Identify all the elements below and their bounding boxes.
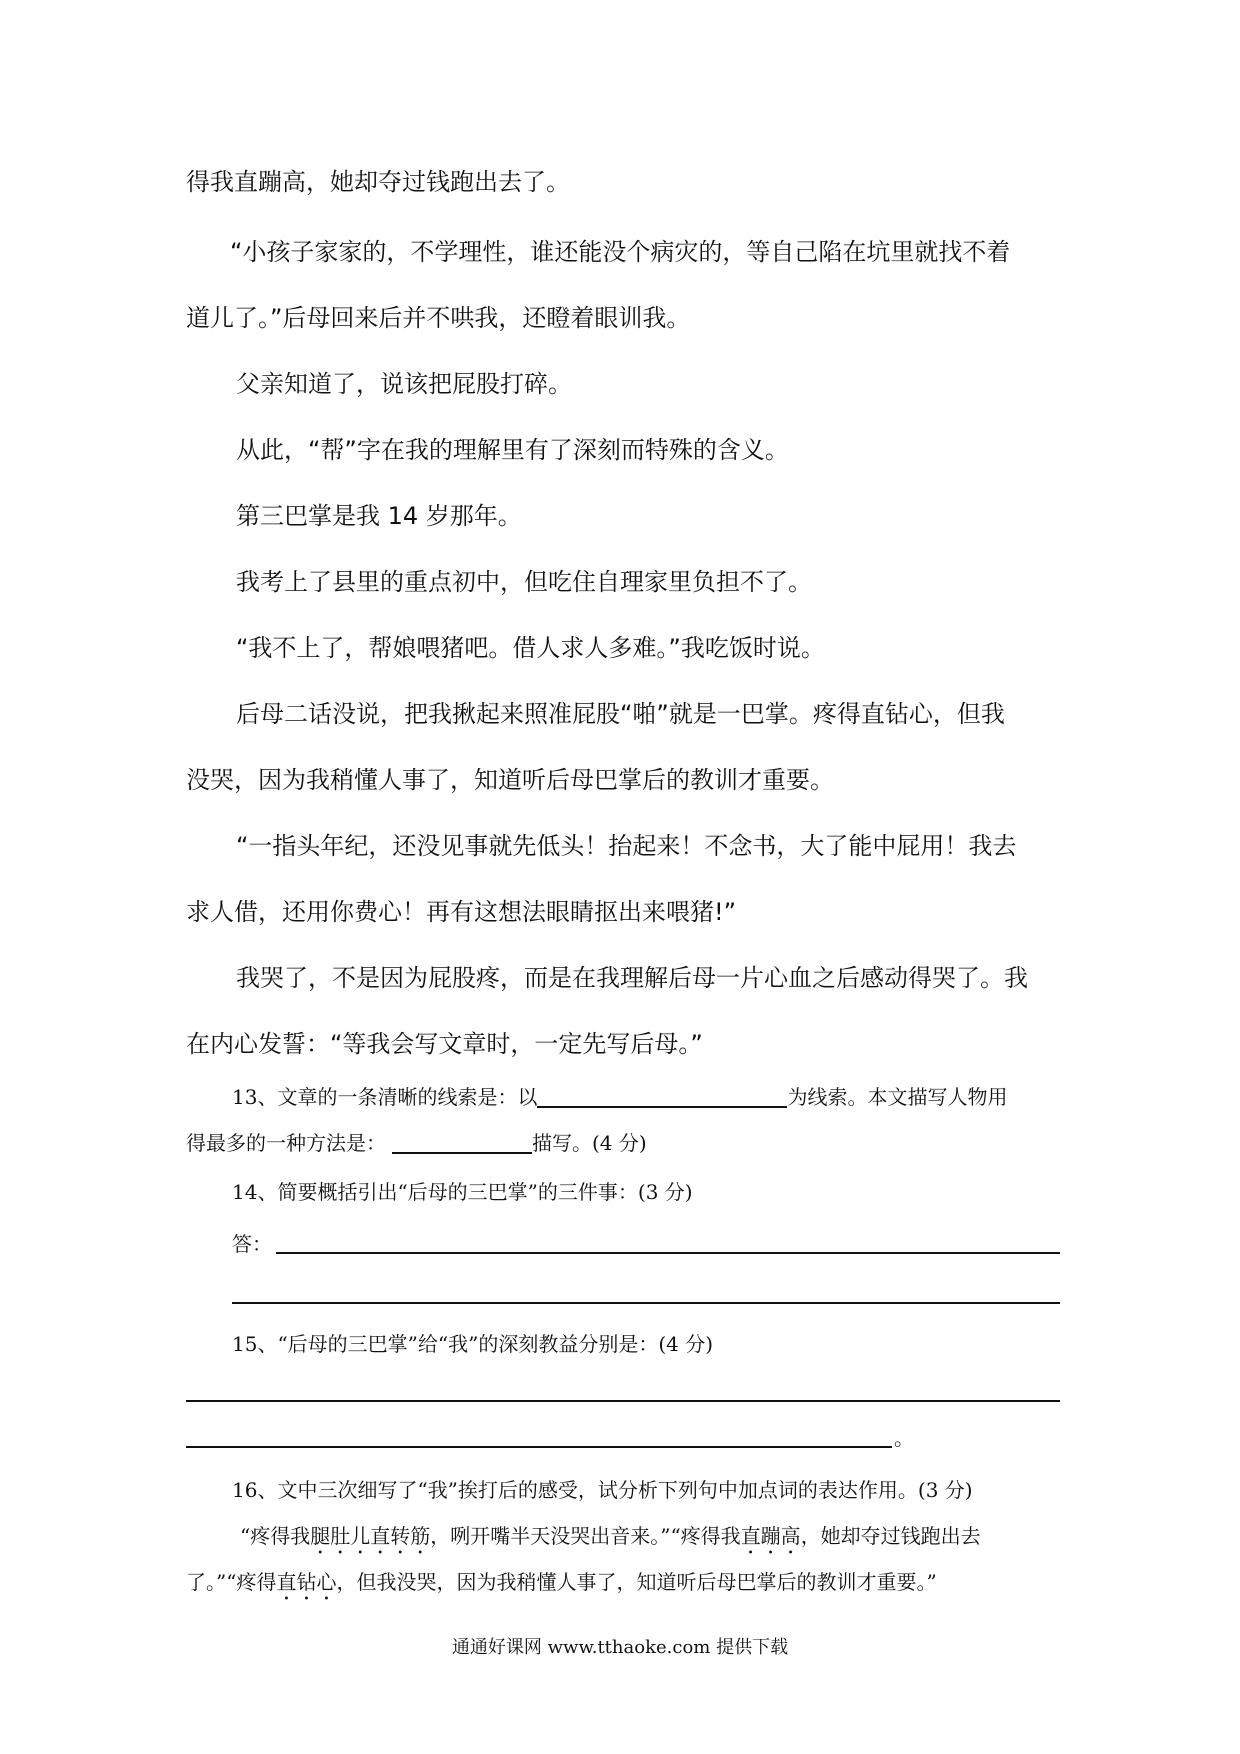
question-14: 14、简要概括引出“后母的三巴掌”的三件事：(3 分) — [232, 1180, 693, 1204]
quote-text: “疼得我 — [240, 1524, 311, 1548]
paragraph: 没哭，因为我稍懂人事了，知道听后母巴掌后的教训才重要。 — [186, 766, 834, 794]
answer-blank-13a[interactable] — [537, 1082, 787, 1108]
quote-text: ，咧开嘴半天没哭出音来。”“疼得我 — [430, 1524, 741, 1548]
question-15: 15、“后母的三巴掌”给“我”的深刻教益分别是：(4 分) — [232, 1332, 714, 1356]
answer-line-15b[interactable] — [186, 1446, 892, 1448]
answer-label-14: 答： — [232, 1232, 272, 1256]
paragraph: 道儿了。”后母回来后并不哄我，还瞪着眼训我。 — [186, 304, 691, 332]
paragraph: “我不上了，帮娘喂猪吧。借人求人多难。”我吃饭时说。 — [236, 634, 825, 662]
paragraph: “一指头年纪，还没见事就先低头！抬起来！不念书，大了能中屁用！我去 — [236, 832, 1017, 860]
question-text: 描写。(4 分) — [532, 1131, 647, 1155]
paragraph: 我考上了县里的重点初中，但吃住自理家里负担不了。 — [236, 568, 812, 596]
paragraph: 从此，“帮”字在我的理解里有了深刻而特殊的含义。 — [236, 436, 789, 464]
page-footer: 通通好课网 www.tthaoke.com 提供下载 — [451, 1637, 789, 1658]
paragraph: 在内心发誓：“等我会写文章时，一定先写后母。” — [186, 1030, 703, 1058]
question-text: 13、文章的一条清晰的线索是：以 — [232, 1085, 538, 1109]
quote-text: ，她却夺过钱跑出去 — [800, 1524, 981, 1548]
question-16: 16、文中三次细写了“我”挨打后的感受，试分析下列句中加点词的表达作用。(3 分) — [232, 1478, 973, 1502]
question-16-quote-line2 — [186, 1568, 937, 1605]
question-13-line1 — [232, 1082, 1007, 1111]
paragraph: 父亲知道了，说该把屁股打碎。 — [236, 370, 572, 398]
answer-line-14b[interactable] — [232, 1302, 1060, 1304]
quote-text: 了。”“疼得 — [186, 1570, 277, 1594]
paragraph: 我哭了，不是因为屁股疼，而是在我理解后母一片心血之后感动得哭了。我 — [236, 964, 1028, 992]
answer-blank-13b[interactable] — [392, 1128, 532, 1154]
dotted-phrase: 直蹦高 — [740, 1524, 801, 1548]
dotted-phrase: 直钻心 — [276, 1570, 337, 1594]
dotted-phrase: 腿肚儿直转筋 — [310, 1524, 431, 1548]
question-16-quote-line1 — [240, 1522, 981, 1559]
quote-text: ，但我没哭，因为我稍懂人事了，知道听后母巴掌后的教训才重要。” — [336, 1570, 937, 1594]
answer-line-14a[interactable] — [276, 1252, 1060, 1254]
paragraph: 求人借，还用你费心！再有这想法眼睛抠出来喂猪!” — [186, 898, 737, 926]
paragraph: 第三巴掌是我 14 岁那年。 — [236, 502, 522, 530]
answer-line-15a[interactable] — [186, 1400, 1060, 1402]
question-text: 得最多的一种方法是： — [186, 1131, 386, 1155]
paragraph: 得我直蹦高，她却夺过钱跑出去了。 — [186, 168, 570, 196]
period-mark: 。 — [894, 1426, 914, 1450]
paragraph: 后母二话没说，把我揪起来照准屁股“啪”就是一巴掌。疼得直钻心，但我 — [236, 700, 1005, 728]
paragraph: “小孩子家家的，不学理性，谁还能没个病灾的，等自己陷在坑里就找不着 — [230, 238, 1011, 266]
question-text: 为线索。本文描写人物用 — [787, 1085, 1008, 1109]
question-13-line2 — [186, 1128, 647, 1157]
